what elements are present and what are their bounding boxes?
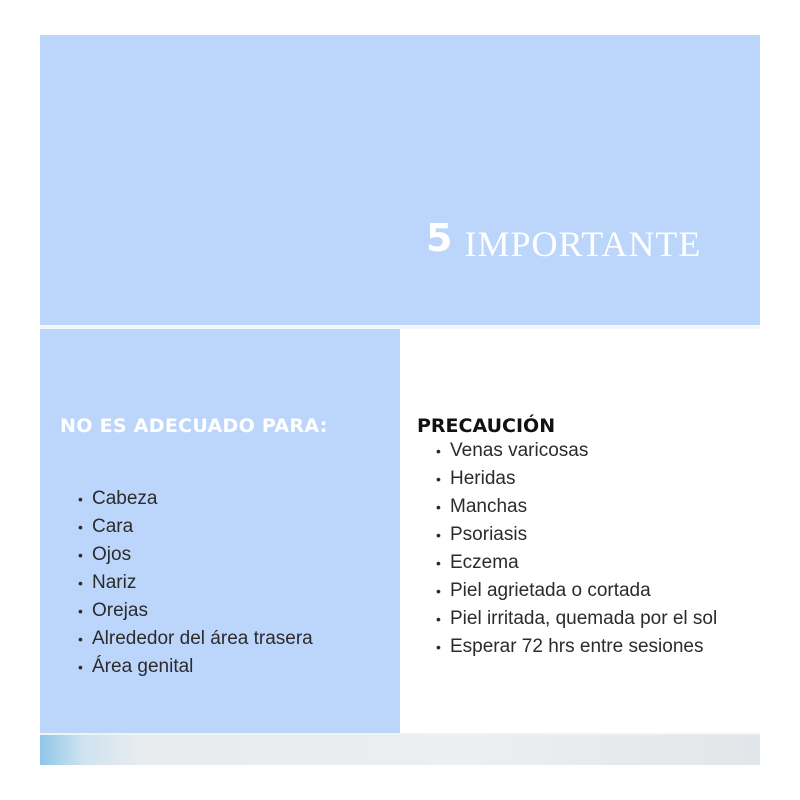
list-item: • Manchas: [436, 493, 736, 521]
list-item: • Piel irritada, quemada por el sol: [436, 605, 736, 633]
not-suitable-list: [78, 485, 313, 681]
header-banner: [40, 35, 760, 325]
list-item: • Eczema: [436, 549, 736, 577]
caution-panel: [400, 329, 760, 733]
list-item: • Venas varicosas: [436, 437, 736, 465]
list-item: • Nariz: [78, 569, 313, 597]
section-number: 5: [426, 216, 453, 260]
list-item: • Cabeza: [78, 485, 313, 513]
list-item: • Piel agrietada o cortada: [436, 577, 736, 605]
slide-card: [40, 35, 760, 765]
list-item: • Alrededor del área trasera: [78, 625, 313, 653]
list-item: • Ojos: [78, 541, 313, 569]
list-item: • Heridas: [436, 465, 736, 493]
section-title: IMPORTANTE: [464, 224, 702, 264]
not-suitable-heading: NO ES ADECUADO PARA:: [60, 415, 328, 437]
header-title: [426, 216, 702, 264]
caution-list: [436, 437, 736, 661]
list-item: • Cara: [78, 513, 313, 541]
list-item: • Psoriasis: [436, 521, 736, 549]
not-suitable-panel: [40, 329, 400, 733]
list-item: • Área genital: [78, 653, 313, 681]
caution-heading: PRECAUCIÓN: [417, 415, 556, 437]
list-item: • Esperar 72 hrs entre sesiones: [436, 633, 736, 661]
list-item: • Orejas: [78, 597, 313, 625]
footer-image-strip: [40, 735, 760, 765]
